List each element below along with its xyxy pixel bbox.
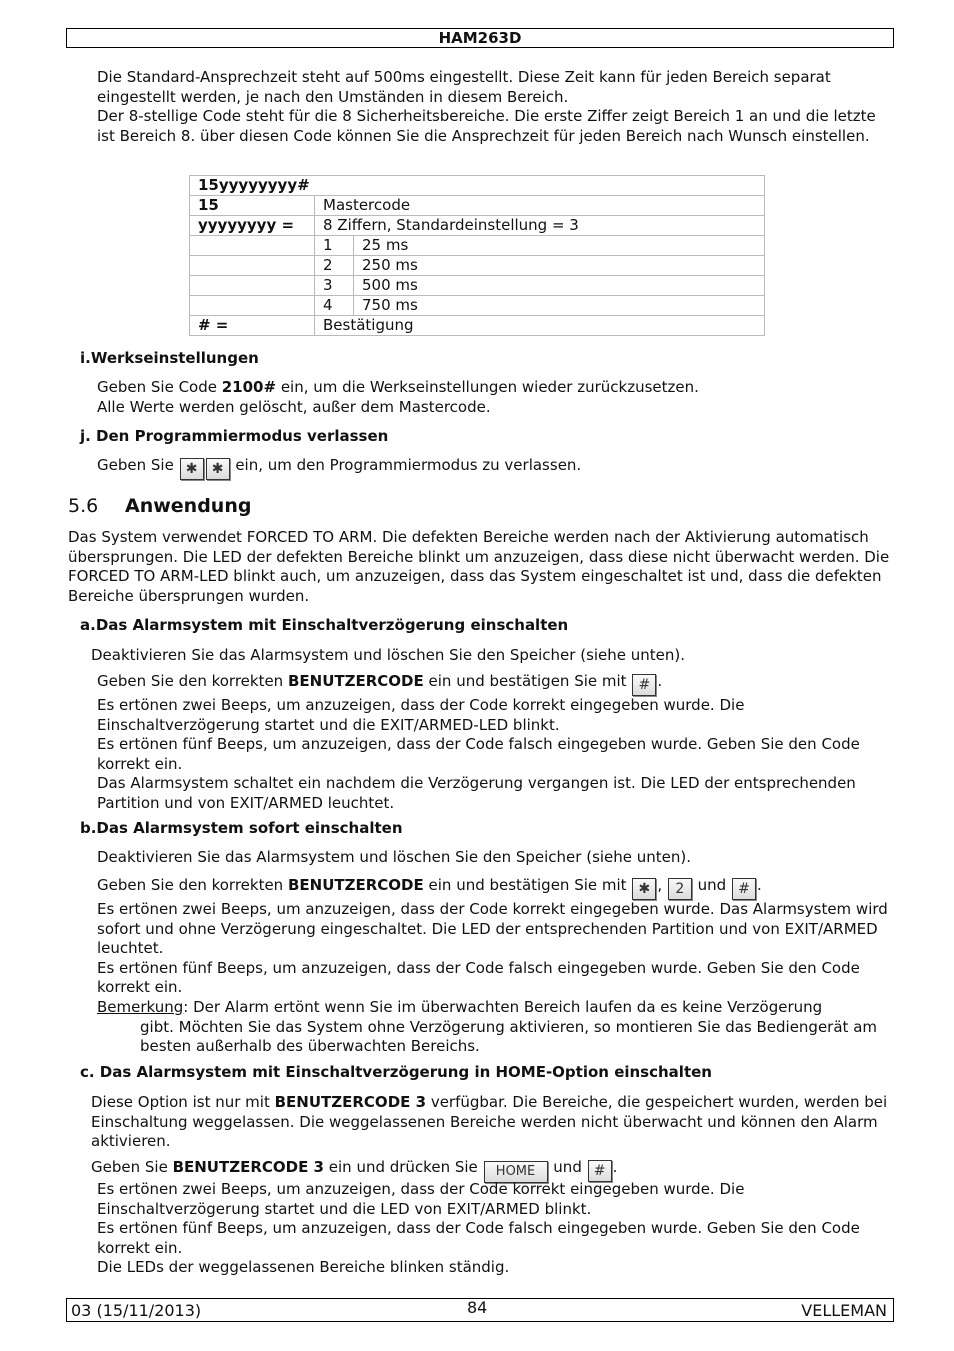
star-key-icon: ✱ [632,878,656,900]
section-b-intro: Deaktivieren Sie das Alarmsystem und löschen Sie den Speicher (siehe unten). [97,848,692,866]
section-c-line-1: Geben Sie BENUTZERCODE 3 ein und drücken Sie HOME und # . [91,1158,891,1183]
section-i-line-2: Alle Werte werden gelöscht, außer dem Mastercode. [97,397,491,416]
section-c-heading: c. Das Alarmsystem mit Einschaltverzögerung in HOME-Option einschalten [80,1063,712,1081]
intro-paragraph-1: Die Standard-Ansprechzeit steht auf 500ms eingestellt. Diese Zeit kann für jeden Bereich separat eingestellt werden, je nach den Umständen in diesem Bereich. [97,68,831,106]
section-b-line-3: Es ertönen fünf Beeps, um anzuzeigen, dass der Code falsch eingegeben wurde. Geben Sie den Code korrekt ein. [97,958,860,997]
intro-paragraph-2: Der 8-stellige Code steht für die 8 Sicherheitsbereiche. Die erste Ziffer zeigt Bereich 1 an und die letzte ist Bereich 8. über diesen Code können Sie die Ansprechzeit für jeden Bereich nach Wunsch einstellen. [97,107,876,145]
section-a-line-4: Das Alarmsystem schaltet ein nachdem die Verzögerung vergangen ist. Die LED der entsprechenden Partition und von EXIT/ARMED leuchtet. [97,774,856,812]
table-key: # = [190,316,315,336]
table-row: 3 500 ms [190,276,765,296]
section-b-body [97,876,897,1057]
section-c-body [97,1180,897,1278]
star-key-icon: ✱ [206,458,230,480]
table-row: 1 25 ms [190,236,765,256]
section-j-body: Geben Sie ✱ ✱ ein, um den Programmiermodus zu verlassen. [97,456,897,480]
section-a-line-3: Es ertönen fünf Beeps, um anzuzeigen, dass der Code falsch eingegeben wurde. Geben Sie den Code korrekt ein. [97,735,860,773]
section-b-line-2: Es ertönen zwei Beeps, um anzuzeigen, dass der Code korrekt eingegeben wurde. Das Alarmsystem wird sofort und ohne Verzögerung eingeschaltet. Die LED der entsprechenden Partition und von EXIT/ARMED leuchtet. [97,900,888,958]
section-b-heading: b.Das Alarmsystem sofort einschalten [80,819,403,837]
section-a-heading: a.Das Alarmsystem mit Einschaltverzögerung einschalten [80,616,569,634]
section-c-line-4: Die LEDs der weggelassenen Bereiche blinken ständig. [97,1258,510,1277]
section-c-line-2: Es ertönen zwei Beeps, um anzuzeigen, dass der Code korrekt eingegeben wurde. Die Einschaltverzögerung startet und die LED von EXIT/ARMED blinkt. [97,1180,745,1218]
table-key: yyyyyyyy = [190,216,315,236]
section-a-line-1: Geben Sie den korrekten BENUTZERCODE ein und bestätigen Sie mit # . [97,672,897,696]
two-key-icon: 2 [668,878,692,900]
table-row: 4 750 ms [190,296,765,316]
table-key: 15 [190,196,315,216]
section-c-intro: Diese Option ist nur mit BENUTZERCODE 3 verfügbar. Die Bereiche, die gespeichert wurden, werden bei Einschaltung weggelassen. Die weggelassenen Bereiche werden nicht überwacht und können den Alarm aktivieren. [91,1093,888,1151]
hash-key-icon: # [588,1160,612,1182]
section-b-note-rest: gibt. Möchten Sie das System ohne Verzögerung aktivieren, so montieren Sie das Bediengerät am besten außerhalb des überwachten Bereichs. [140,1017,877,1056]
section-a-intro: Deaktivieren Sie das Alarmsystem und löschen Sie den Speicher (siehe unten). [91,646,686,664]
table-row: 2 250 ms [190,256,765,276]
section-i-heading: i.Werkseinstellungen [80,349,259,367]
intro [97,68,897,146]
footer-date: 03 (15/11/2013) [71,1301,202,1320]
section-b-note: Bemerkung: Der Alarm ertönt wenn Sie im überwachten Bereich laufen da es keine Verzögerung [97,997,823,1016]
star-key-icon: ✱ [180,458,204,480]
home-key-icon: HOME [484,1161,548,1183]
section-j-heading: j. Den Programmiermodus verlassen [80,427,389,445]
section-i-body [97,378,897,417]
page-number: 84 [467,1298,488,1317]
table-value: Mastercode [315,196,765,216]
table-title: 15yyyyyyyy# [190,176,765,196]
section-a-line-2: Es ertönen zwei Beeps, um anzuzeigen, dass der Code korrekt eingegeben wurde. Die Einschaltverzögerung startet und die EXIT/ARMED-LED blinkt. [97,696,745,734]
section-5-6-heading: 5.6 Anwendung [68,495,252,517]
code-table [189,175,765,336]
note-label: Bemerkung [97,997,184,1016]
section-i-line-1: Geben Sie Code 2100# ein, um die Werkseinstellungen wieder zurückzusetzen. [97,378,699,396]
hash-key-icon: # [732,878,756,900]
table-value: 8 Ziffern, Standardeinstellung = 3 [315,216,765,236]
table-value: Bestätigung [315,316,765,336]
section-b-line-1: Geben Sie den korrekten BENUTZERCODE ein und bestätigen Sie mit ✱ , 2 und # . [97,876,897,900]
section-5-6-body: Das System verwendet FORCED TO ARM. Die defekten Bereiche werden nach der Aktivierung automatisch übersprungen. Die LED der defekten Bereiche blinkt um anzuzeigen, dass diese nicht überwacht werden. Die FORCED TO ARM-LED blinkt auch, um anzuzeigen, dass das System eingeschaltet ist und, dass die defekten Bereiche übersprungen wurden. [68,528,890,605]
page-footer [66,1298,894,1322]
section-c-line-3: Es ertönen fünf Beeps, um anzuzeigen, dass der Code falsch eingegeben wurde. Geben Sie den Code korrekt ein. [97,1219,860,1257]
page-header: HAM263D [66,28,894,48]
hash-key-icon: # [632,674,656,696]
footer-brand: VELLEMAN [801,1301,887,1320]
section-a-body [97,672,897,814]
